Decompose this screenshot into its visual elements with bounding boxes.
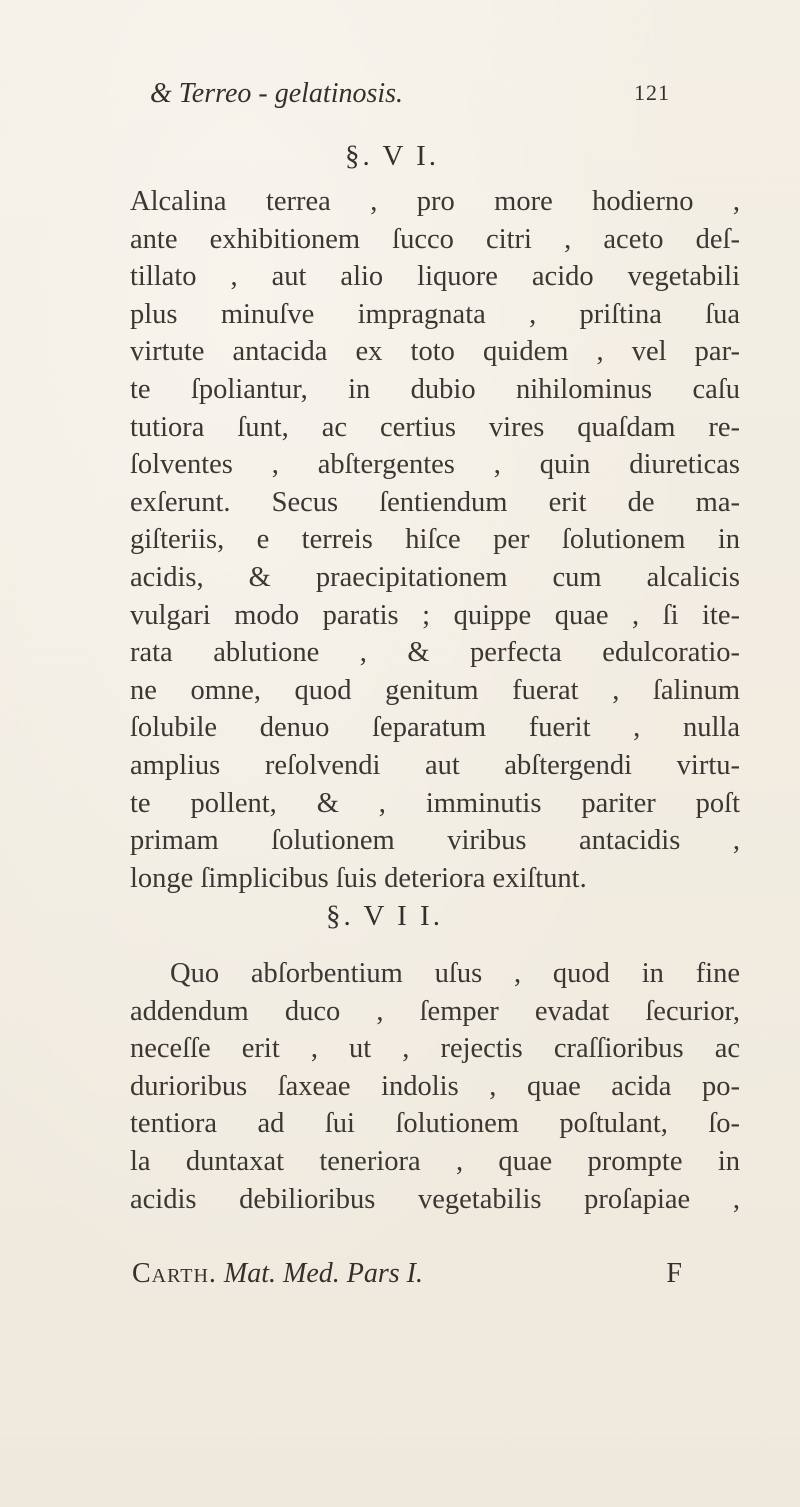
text-line: tentiora ad ſui ſolutionem poſtulant, ſo- — [130, 1108, 740, 1140]
text-line: giſteriis, e terreis hiſce per ſolutionem in — [130, 524, 740, 556]
section-body-vi — [130, 183, 740, 897]
text-line: ne omne, quod genitum fuerat , ſalinum — [130, 674, 740, 706]
text-line: amplius reſolvendi aut abſtergendi virtu- — [130, 749, 740, 781]
signature — [132, 1258, 423, 1290]
text-line: primam ſolutionem viribus antacidis , — [130, 825, 740, 857]
text-line: virtute antacida ex toto quidem , vel par- — [130, 336, 740, 368]
text-line: tutiora ſunt, ac certius vires quaſdam re- — [130, 411, 740, 443]
text-line: la duntaxat teneriora , quae prompte in — [130, 1145, 740, 1177]
text-line: exſerunt. Secus ſentiendum erit de ma- — [130, 486, 740, 518]
text-line: ſolventes , abſtergentes , quin diureticas — [130, 449, 740, 481]
section-heading-vi: §. V I. — [345, 140, 440, 172]
text-line: tillato , aut alio liquore acido vegetabili — [130, 261, 740, 293]
signature-mark: F — [666, 1258, 682, 1289]
section-heading-vii: §. V I I. — [326, 900, 443, 932]
text-line: Alcalina terrea , pro more hodierno , — [130, 186, 740, 217]
text-line: rata ablutione , & perfecta edulcoratio- — [130, 637, 740, 669]
running-head-title: & Terreo - gelatinosis. — [150, 78, 404, 109]
text-line: ſolubile denuo ſeparatum fuerit , nulla — [130, 712, 740, 744]
text-line: acidis, & praecipitationem cum alcalicis — [130, 561, 740, 593]
running-head — [150, 78, 670, 118]
text-line: durioribus ſaxeae indolis , quae acida po- — [130, 1070, 740, 1102]
text-line: te ſpoliantur, in dubio nihilominus caſu — [130, 373, 740, 405]
text-line: neceſſe erit , ut , rejectis craſſioribus ac — [130, 1033, 740, 1065]
text-line: ante exhibitionem ſucco citri , aceto deſ- — [130, 223, 740, 255]
text-line: te pollent, & , imminutis pariter poſt — [130, 787, 740, 819]
signature-work: Mat. Med. Pars I. — [223, 1258, 423, 1289]
text-line: longe ſimplicibus ſuis deteriora exiſtunt. — [130, 862, 587, 894]
section-body-vii — [130, 955, 740, 1218]
text-line: acidis debilioribus vegetabilis proſapiae , — [130, 1183, 740, 1215]
text-line: addendum duco , ſemper evadat ſecurior, — [130, 995, 740, 1027]
text-line: plus minuſve impragnata , priſtina ſua — [130, 298, 740, 330]
signature-name: Carth. — [132, 1258, 217, 1289]
text-line: vulgari modo paratis ; quippe quae , ſi ite- — [130, 599, 740, 631]
text-line: Quo abſorbentium uſus , quod in fine — [170, 958, 740, 989]
page-number: 121 — [634, 80, 670, 105]
signature-line — [132, 1258, 682, 1298]
